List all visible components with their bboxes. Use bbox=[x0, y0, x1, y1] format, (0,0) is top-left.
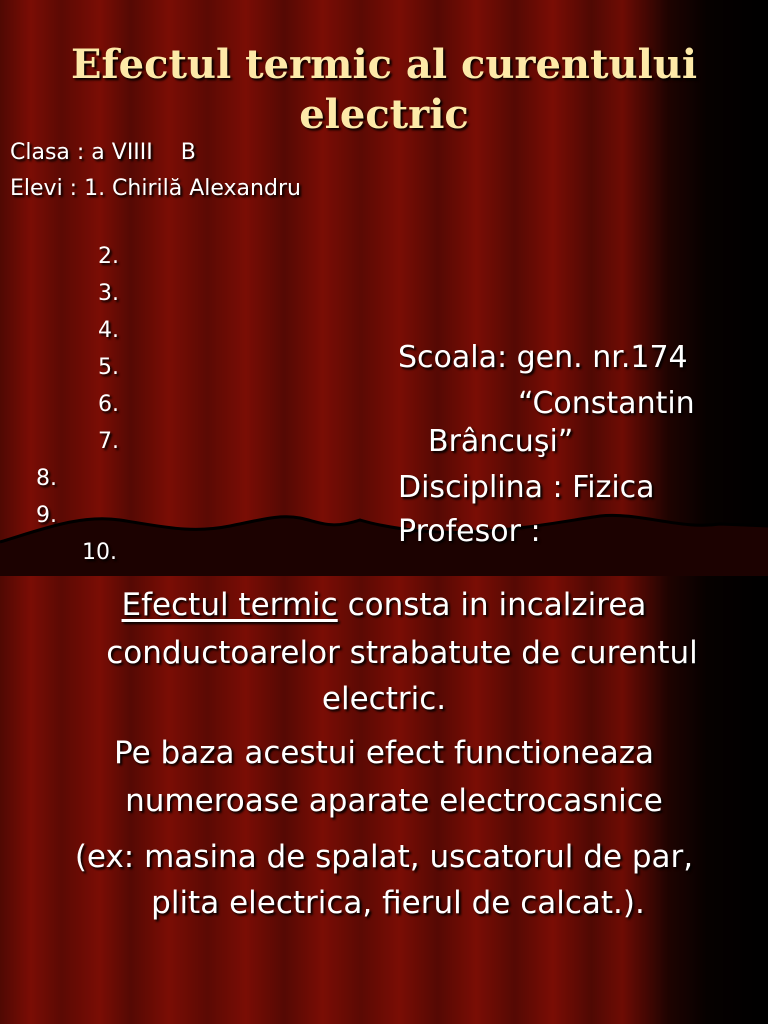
student-number: 3. bbox=[98, 281, 119, 306]
student-number: 10. bbox=[82, 540, 117, 565]
examples-line-1: (ex: masina de spalat, uscatorul de par, bbox=[74, 839, 694, 875]
title-line-2: electric bbox=[299, 91, 469, 138]
appliances-line-1: Pe baza acestui efect functioneaza bbox=[114, 735, 654, 771]
examples-line-2: plita electrica, fierul de calcat.). bbox=[151, 885, 645, 921]
school-line: Scoala: gen. nr.174 bbox=[398, 340, 688, 375]
teacher-line: Profesor : bbox=[398, 514, 541, 549]
student-number: 4. bbox=[98, 318, 119, 343]
student-number: 9. bbox=[36, 503, 57, 528]
slide-title bbox=[0, 40, 768, 140]
school-name-line: Brâncuşi” bbox=[428, 424, 574, 459]
effect-term: Efectul termic bbox=[121, 587, 338, 623]
appliances-line-2: numeroase aparate electrocasnice bbox=[125, 783, 663, 819]
effect-definition-line-1: Efectul termic consta in incalzirea bbox=[121, 587, 647, 623]
class-line: Clasa : a VIIII B bbox=[10, 140, 196, 165]
effect-definition-line-2: conductoarelor strabatute de curentul bbox=[106, 635, 698, 671]
student-number: 2. bbox=[98, 244, 119, 269]
title-line-1: Efectul termic al curentului bbox=[70, 41, 698, 88]
school-name-line: “Constantin bbox=[518, 386, 695, 421]
student-number: 5. bbox=[98, 355, 119, 380]
effect-definition-line-3: electric. bbox=[321, 681, 447, 717]
student-number: 6. bbox=[98, 392, 119, 417]
students-line: Elevi : 1. Chirilă Alexandru bbox=[10, 176, 301, 201]
student-number: 8. bbox=[36, 466, 57, 491]
discipline-line: Disciplina : Fizica bbox=[398, 470, 655, 505]
student-number: 7. bbox=[98, 429, 119, 454]
